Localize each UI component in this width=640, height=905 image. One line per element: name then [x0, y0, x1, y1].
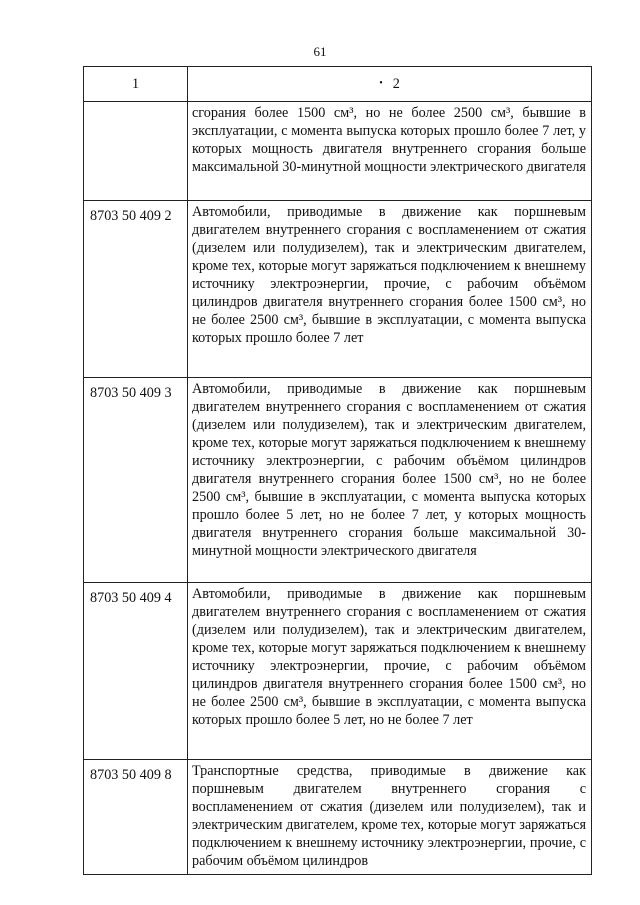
row-code	[84, 102, 188, 201]
table-row	[84, 201, 592, 378]
header-mark: •	[379, 78, 383, 89]
row-code: 8703 50 409 4	[84, 583, 188, 760]
row-code: 8703 50 409 3	[84, 378, 188, 583]
row-description	[188, 760, 592, 875]
table-row	[84, 583, 592, 760]
row-description	[188, 583, 592, 760]
row-description-text: Транспортные средства, приводимые в движение как поршневым двигателем внутреннего сгорания с воспламенением от сжатия (дизелем или полудизелем), так и электрическим двигателем, кроме тех, которые могут заряжаться подключением к внешнему источнику электроэнергии, прочие, с рабочим объёмом цилиндров	[192, 763, 586, 869]
table-header-row	[84, 67, 592, 102]
column-header-description	[188, 67, 592, 102]
row-code: 8703 50 409 2	[84, 201, 188, 378]
column-header-code: 1	[84, 67, 188, 102]
row-description	[188, 378, 592, 583]
row-description-text: сгорания более 1500 см³, но не более 2500 см³, бывшие в эксплуатации, с момента выпуска которых прошло более 7 лет, у которых мощность двигателя внутреннего сгорания больше максимальной 30-минутной мощности электрического двигателя	[192, 105, 586, 175]
table-row	[84, 760, 592, 875]
row-description-text: Автомобили, приводимые в движение как поршневым двигателем внутреннего сгорания с воспламенением от сжатия (дизелем или полудизелем), так и электрическим двигателем, кроме тех, которые могут заряжаться подключением к внешнему источнику электроэнергии, прочие, с рабочим объёмом цилиндров двигателя внутреннего сгорания более 1500 см³, но не более 2500 см³, бывшие в эксплуатации, с момента выпуска которых прошло более 7 лет	[192, 204, 586, 346]
tariff-table	[83, 66, 592, 875]
row-code: 8703 50 409 8	[84, 760, 188, 875]
page-number: 61	[313, 44, 327, 59]
row-description-text: Автомобили, приводимые в движение как поршневым двигателем внутреннего сгорания с воспламенением от сжатия (дизелем или полудизелем), так и электрическим двигателем, кроме тех, которые могут заряжаться подключением к внешнему источнику электроэнергии, с рабочим объёмом цилиндров двигателя внутреннего сгорания более 1500 см³, но не более 2500 см³, бывшие в эксплуатации, с момента выпуска которых прошло более 5 лет, но не более 7 лет, у которых мощность двигателя внутреннего сгорания больше максимальной 30-минутной мощности электрического двигателя	[192, 381, 586, 559]
row-description	[188, 102, 592, 201]
column-header-description-label: 2	[392, 76, 400, 92]
row-description-text: Автомобили, приводимые в движение как поршневым двигателем внутреннего сгорания с воспламенением от сжатия (дизелем или полудизелем), так и электрическим двигателем, кроме тех, которые могут заряжаться подключением к внешнему источнику электроэнергии, прочие, с рабочим объёмом цилиндров двигателя внутреннего сгорания более 1500 см³, но не более 2500 см³, бывшие в эксплуатации, с момента выпуска которых прошло более 5 лет, но не более 7 лет	[192, 586, 586, 728]
table-row	[84, 102, 592, 201]
table-row	[84, 378, 592, 583]
row-description	[188, 201, 592, 378]
